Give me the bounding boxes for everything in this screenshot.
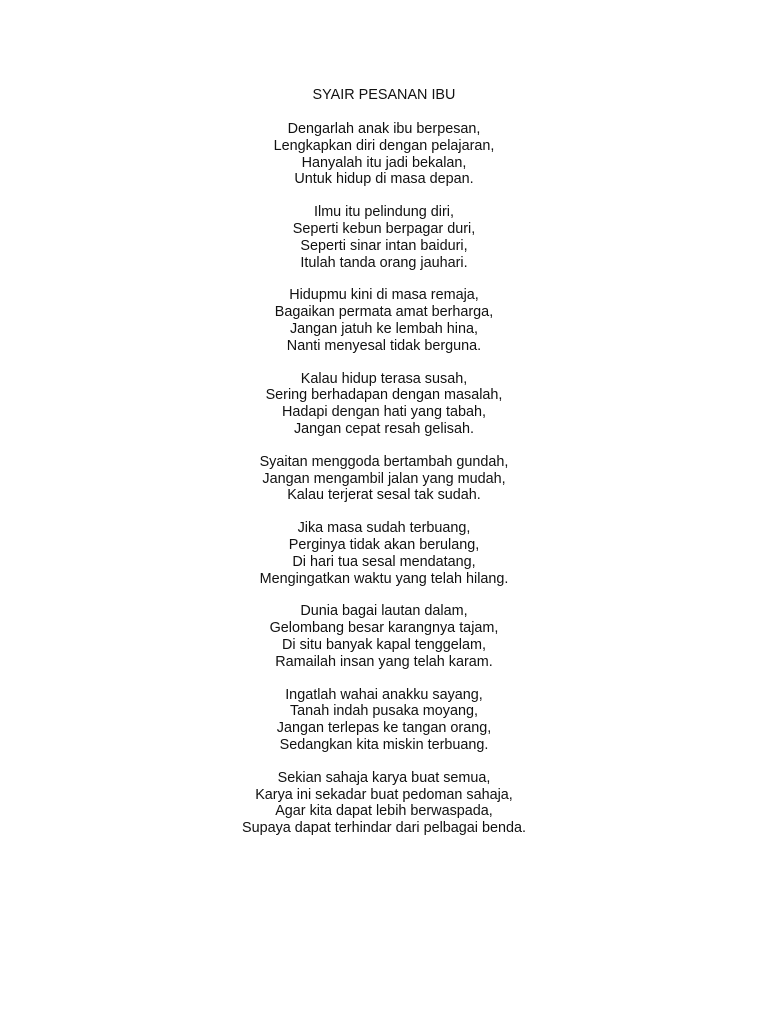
poem-line: Ingatlah wahai anakku sayang, xyxy=(285,686,483,703)
poem-line: Sedangkan kita miskin terbuang. xyxy=(279,736,489,753)
stanza-4 xyxy=(0,371,768,438)
poem-line: Jangan terlepas ke tangan orang, xyxy=(276,720,492,737)
poem-body xyxy=(0,121,768,853)
stanza-6 xyxy=(0,520,768,587)
poem-line: Gelombang besar karangnya tajam, xyxy=(269,620,499,637)
poem-line: Hidupmu kini di masa remaja, xyxy=(289,287,479,304)
poem-line: Hanyalah itu jadi bekalan, xyxy=(301,154,467,171)
poem-line: Sekian sahaja karya buat semua, xyxy=(277,769,491,786)
poem-line: Di hari tua sesal mendatang, xyxy=(292,553,476,570)
poem-line: Kalau terjerat sesal tak sudah. xyxy=(287,487,481,504)
poem-line: Seperti sinar intan baiduri, xyxy=(300,237,468,254)
poem-line: Dunia bagai lautan dalam, xyxy=(300,603,468,620)
poem-line: Nanti menyesal tidak berguna. xyxy=(286,337,482,354)
poem-line: Perginya tidak akan berulang, xyxy=(288,536,480,553)
poem-title: SYAIR PESANAN IBU xyxy=(312,87,456,103)
poem-line: Itulah tanda orang jauhari. xyxy=(300,254,468,271)
poem-line: Di situ banyak kapal tenggelam, xyxy=(282,636,486,653)
poem-line: Dengarlah anak ibu berpesan, xyxy=(287,121,481,137)
poem-line: Jika masa sudah terbuang, xyxy=(297,520,471,537)
poem-line: Sering berhadapan dengan masalah, xyxy=(265,387,503,404)
poem-line: Jangan mengambil jalan yang mudah, xyxy=(262,470,506,487)
poem-line: Seperti kebun berpagar duri, xyxy=(292,220,476,237)
poem-line: Bagaikan permata amat berharga, xyxy=(274,304,494,321)
poem-line: Hadapi dengan hati yang tabah, xyxy=(281,404,487,421)
poem-line: Tanah indah pusaka moyang, xyxy=(289,703,478,720)
poem-line: Agar kita dapat lebih berwaspada, xyxy=(275,803,493,820)
poem-line: Jangan cepat resah gelisah. xyxy=(293,420,474,437)
stanza-5 xyxy=(0,454,768,504)
poem-line: Supaya dapat terhindar dari pelbagai benda. xyxy=(241,820,527,837)
poem-line: Mengingatkan waktu yang telah hilang. xyxy=(259,570,509,587)
poem-line: Ilmu itu pelindung diri, xyxy=(314,204,454,221)
poem-line: Untuk hidup di masa depan. xyxy=(294,171,474,188)
stanza-9 xyxy=(0,770,768,837)
poem-line: Ramailah insan yang telah karam. xyxy=(275,653,493,670)
poem-line: Karya ini sekadar buat pedoman sahaja, xyxy=(255,786,513,803)
poem-line: Syaitan menggoda bertambah gundah, xyxy=(259,453,509,470)
stanza-8 xyxy=(0,687,768,754)
poem-line: Jangan jatuh ke lembah hina, xyxy=(289,320,478,337)
stanza-7 xyxy=(0,603,768,670)
stanza-1 xyxy=(0,121,768,188)
stanza-2 xyxy=(0,204,768,271)
poem-line: Lengkapkan diri dengan pelajaran, xyxy=(273,137,495,154)
stanza-3 xyxy=(0,287,768,354)
poem-line: Kalau hidup terasa susah, xyxy=(300,370,468,387)
